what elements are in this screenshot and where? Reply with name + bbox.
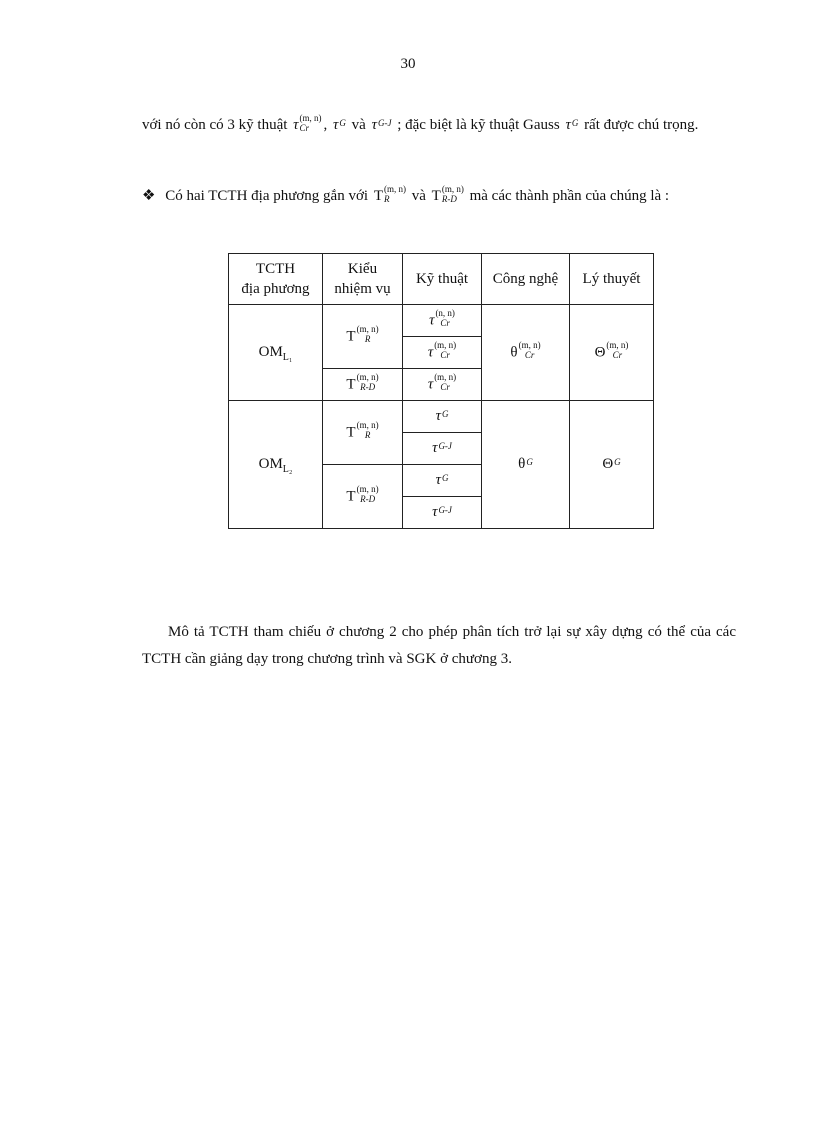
paragraph-local-praxeologies	[142, 183, 736, 210]
praxeology-table	[228, 253, 654, 529]
theory-g-cell: Θ G	[570, 401, 654, 529]
tech-g-cell-1: τ G	[403, 401, 482, 433]
header-theory: Lý thuyết	[570, 254, 654, 305]
tech-cr-nn-cell: τ (n, n) Cr	[403, 305, 482, 337]
para2-text-1: Có hai TCTH địa phương gắn với	[165, 188, 369, 204]
paragraph-reference: Mô tả TCTH tham chiếu ở chương 2 cho phép phân tích trở lại sự xây dựng có thể của các TCTH cần giảng dạy trong chương trình và SGK ở chương 3.	[142, 624, 736, 667]
para2-text-2: mà các thành phần của chúng là :	[469, 188, 670, 204]
tau-gj-symbol: τ G-J	[371, 117, 392, 133]
paragraph-techniques: với nó còn có 3 kỹ thuật τ (m, n) Cr , τ G và τ G-J ; đặc biệt là kỹ thuật Gauss τ G rất được chú trọng.	[142, 112, 736, 139]
header-tcth: TCTH địa phương	[229, 254, 323, 305]
task-r-symbol: T (m, n) R	[373, 183, 406, 204]
technology-g-cell: θ G	[482, 401, 570, 529]
header-technology: Công nghệ	[482, 254, 570, 305]
tech-cr-mn-cell-2: τ (m, n) Cr	[403, 369, 482, 401]
page-number: 30	[400, 56, 416, 72]
para1-text-3: rất được chú trọng.	[584, 117, 699, 133]
om-l1-cell: $OM_{L_1}$	[229, 305, 323, 401]
tech-gj-cell-2: τ G-J	[403, 497, 482, 529]
table-row	[229, 401, 654, 433]
header-technique: Kỹ thuật	[403, 254, 482, 305]
tau-g-symbol-2: τ G	[565, 117, 579, 133]
tau-g-symbol: τ G	[333, 117, 346, 133]
para1-text-1: với nó còn có 3 kỹ thuật	[142, 117, 288, 133]
table-header-row	[229, 254, 654, 305]
task-rd-cell-2: T (m, n) R-D	[323, 465, 403, 529]
tech-cr-mn-cell-1: τ (m, n) Cr	[403, 337, 482, 369]
tech-g-cell-2: τ G	[403, 465, 482, 497]
diamond-bullet-icon: ❖	[142, 188, 156, 204]
tau-cr-symbol: τ (m, n) Cr	[293, 112, 322, 133]
tech-gj-cell-1: τ G-J	[403, 433, 482, 465]
task-r-cell-2: T (m, n) R	[323, 401, 403, 465]
para1-and: và	[351, 117, 366, 133]
task-r-cell-1: T (m, n) R	[323, 305, 403, 369]
task-rd-cell-1: T (m, n) R-D	[323, 369, 403, 401]
technology-cr-cell: θ (m, n) Cr	[482, 305, 570, 401]
theory-cr-cell: Θ (m, n) Cr	[570, 305, 654, 401]
om-l2-cell: $OM_{L_2}$	[229, 401, 323, 529]
header-task-type: Kiểu nhiệm vụ	[323, 254, 403, 305]
task-rd-symbol: T (m, n) R-D	[431, 183, 464, 204]
para1-text-2: ; đặc biệt là kỹ thuật Gauss	[397, 117, 560, 133]
para2-and: và	[411, 188, 426, 204]
table-row	[229, 305, 654, 337]
